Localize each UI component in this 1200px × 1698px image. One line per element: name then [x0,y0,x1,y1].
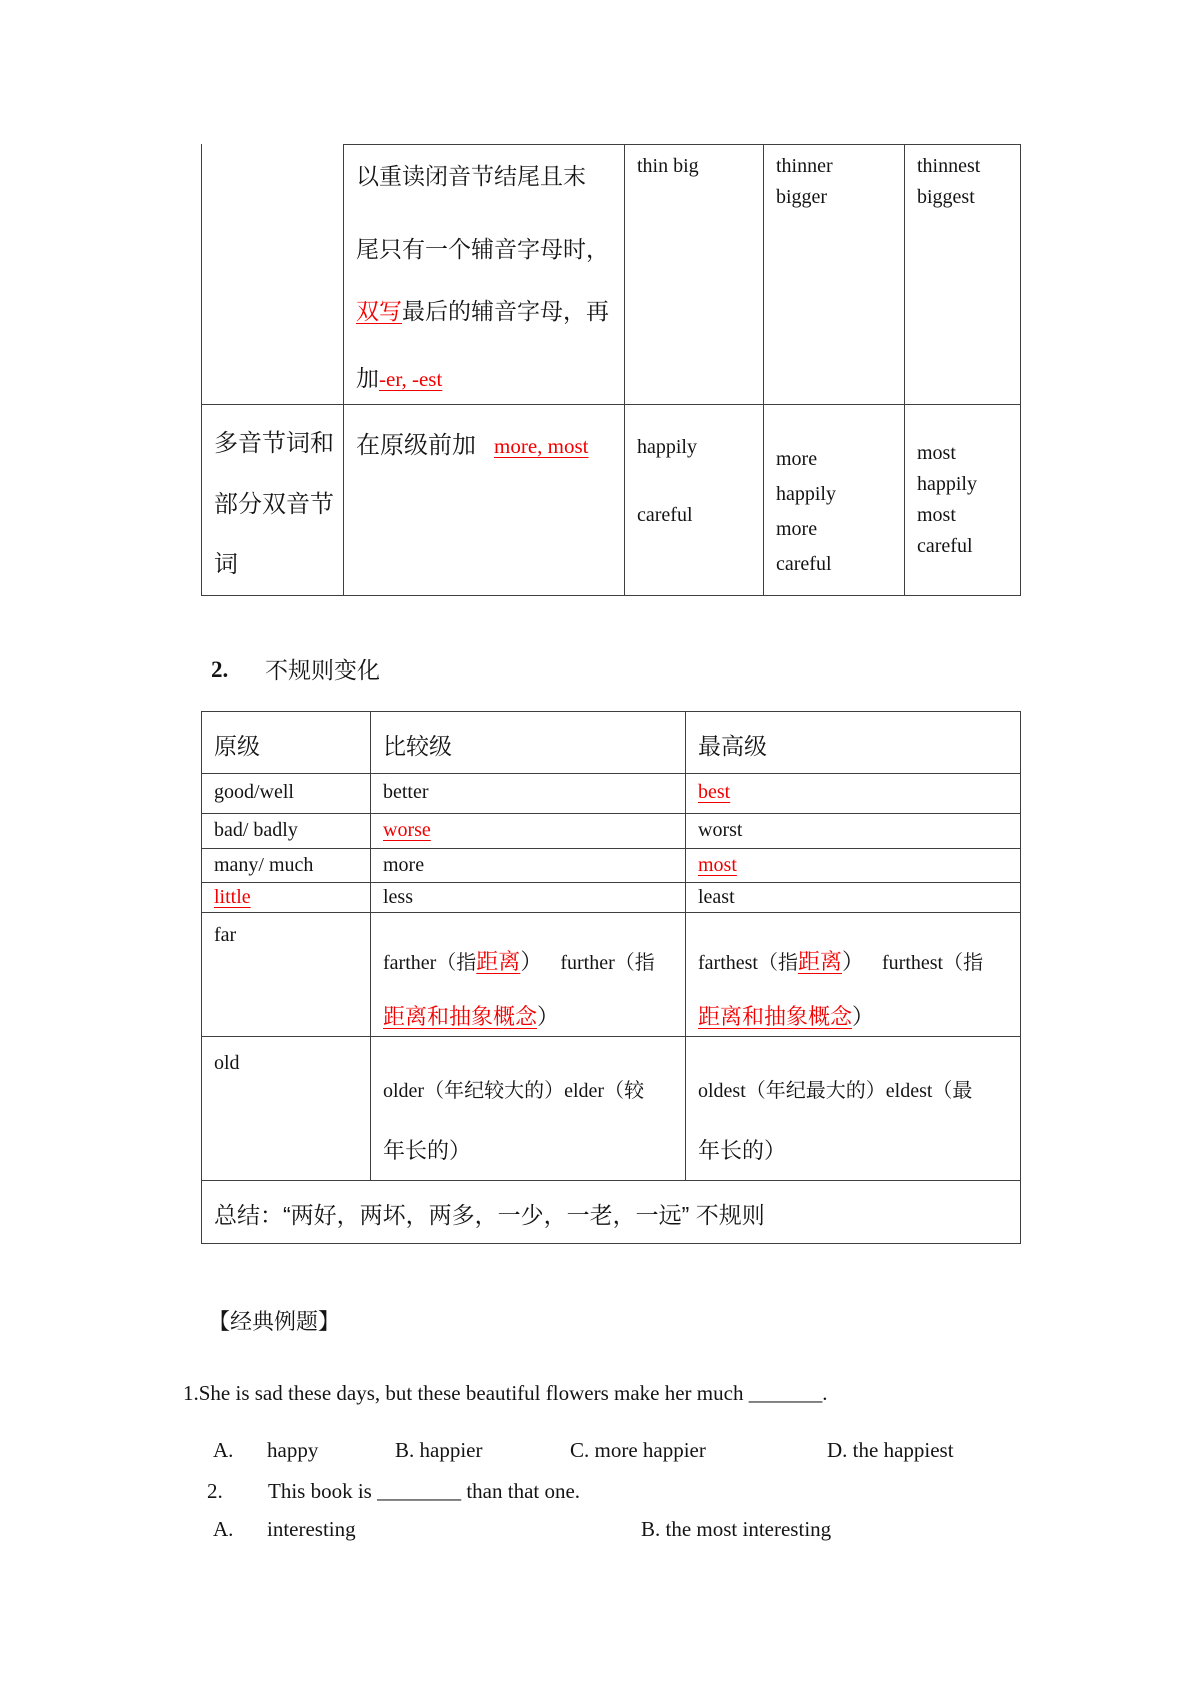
t1-cell-r1c1-empty [201,144,343,405]
far-superlative-line2 [698,1003,874,1031]
rule-line-2: 尾只有一个辅音字母时， [356,236,609,262]
option-a-text: happy [267,1438,319,1462]
superlative-word-red: most [698,854,737,876]
rule-line-4-prefix: 加 [356,365,379,391]
t1-cell-r2c4-comparative [763,405,904,596]
comparative-word: more [776,518,818,540]
section-number: 2. [211,657,229,682]
superlative-word: biggest [917,186,975,208]
question-1: 1.She is sad these days, but these beautiful flowers make her much _______. [183,1381,828,1405]
t1-cell-r1c3-base [624,144,763,405]
old-comparative-line1: older（年纪较大的）elder（较 [383,1080,645,1102]
t1-cell-r1c4-comparative [763,144,904,405]
comparative-word: more [383,854,425,876]
base-word-red: little [214,886,251,908]
option-c: C. more happier [570,1438,706,1462]
red-note: 距离 [797,949,842,974]
comparative-word-red: worse [383,819,431,841]
base-word: far [214,924,237,946]
option-b: B. happier [395,1438,483,1462]
comparative-word: less [383,886,413,908]
superlative-word: most [917,442,956,464]
comparative-word: bigger [776,186,828,208]
base-words: thin big [637,155,699,177]
t2-row-old-c3 [685,1037,1021,1181]
t2-row-bad-c2 [370,814,685,849]
t2-row-bad-c3 [685,814,1021,849]
base-word: good/well [214,781,294,803]
old-superlative-line2: 年长的） [698,1138,787,1163]
option-b: B. the most interesting [641,1517,832,1541]
table-regular-changes [201,144,1021,596]
t1-cell-r2c5-superlative [904,405,1021,596]
comparative-word: careful [776,553,832,575]
option-d: D. the happiest [827,1438,954,1462]
question-2: This book is ________ than that one. [268,1479,581,1503]
rule-line [356,431,589,461]
option-letter-a: A. [213,1517,234,1541]
t2-row-many-c3 [685,849,1021,883]
column-header: 比较级 [383,733,452,759]
superlative-word: thinnest [917,155,981,177]
old-superlative-line1: oldest（年纪最大的）eldest（最 [698,1080,973,1102]
column-header: 最高级 [698,733,767,759]
table-irregular-changes [201,711,1021,1244]
text: farther（指 [383,952,477,974]
t2-row-little-c2 [370,883,685,913]
far-superlative-line1 [698,948,983,976]
t1-cell-r2c1-category [201,405,343,596]
superlative-word: least [698,886,735,908]
t2-row-little-c1 [201,883,370,913]
option-letter-a: A. [213,1438,234,1462]
t2-row-many-c1 [201,849,370,883]
t1-cell-r2c2-rule [343,405,624,596]
t2-header-superlative [685,711,1021,774]
comparative-word: more [776,448,818,470]
red-note: 距离 [476,949,521,974]
rule-line-3-rest: 最后的辅音字母，再 [402,298,609,324]
t2-row-good-c1 [201,774,370,814]
t2-row-many-c2 [370,849,685,883]
red-note: 距离和抽象概念 [698,1004,853,1029]
question-2-number: 2. [207,1479,223,1503]
old-comparative-line2: 年长的） [383,1138,472,1163]
base-word: careful [637,504,693,526]
text: farthest（指 [698,952,798,974]
rule-prefix: 在原级前加 [356,432,476,459]
t2-row-far-c3 [685,913,1021,1037]
base-word: old [214,1052,240,1074]
text: ） [852,1004,875,1029]
superlative-word: careful [917,535,973,557]
comparative-word: better [383,781,429,803]
t2-header-base [201,711,370,774]
category-line: 多音节词和 [214,430,334,457]
base-word: many/ much [214,854,314,876]
t2-summary-row [201,1181,1021,1244]
base-word: bad/ badly [214,819,298,841]
t2-row-bad-c1 [201,814,370,849]
far-comparative-line1 [383,948,655,976]
t1-cell-r1c2-rule [343,144,624,405]
text: ） [842,949,865,974]
text: ） [537,1004,560,1029]
examples-heading: 【经典例题】 [208,1309,341,1334]
section-title: 不规则变化 [265,657,380,683]
category-line: 词 [214,551,238,578]
t1-cell-r2c3-base [624,405,763,596]
superlative-word: happily [917,473,977,495]
text: ） [520,949,543,974]
red-note: 距离和抽象概念 [383,1004,538,1029]
red-term: 双写 [356,298,402,324]
rule-line-3 [356,297,609,326]
text: furthest（指 [882,952,984,974]
comparative-word: happily [776,483,836,505]
red-term: more, most [494,434,589,458]
far-comparative-line2 [383,1003,559,1031]
superlative-word: most [917,504,956,526]
rule-line-1: 以重读闭音节结尾且末 [356,163,586,189]
option-a-text: interesting [267,1517,356,1541]
superlative-word-red: best [698,781,731,803]
text: further（指 [560,952,655,974]
t1-cell-r1c5-superlative [904,144,1021,405]
t2-header-comparative [370,711,685,774]
t2-row-old-c2 [370,1037,685,1181]
comparative-word: thinner [776,155,833,177]
category-line: 部分双音节 [214,491,334,518]
t2-row-old-c1 [201,1037,370,1181]
t2-row-good-c3 [685,774,1021,814]
t2-row-far-c1 [201,913,370,1037]
summary-text: 总结：“两好，两坏，两多，一少，一老，一远” 不规则 [214,1202,765,1228]
rule-line-4 [356,364,442,393]
superlative-word: worst [698,819,743,841]
base-word: happily [637,436,697,458]
t2-row-far-c2 [370,913,685,1037]
t2-row-little-c3 [685,883,1021,913]
suffix-red: -er, -est [379,367,443,391]
column-header: 原级 [214,733,260,759]
t2-row-good-c2 [370,774,685,814]
